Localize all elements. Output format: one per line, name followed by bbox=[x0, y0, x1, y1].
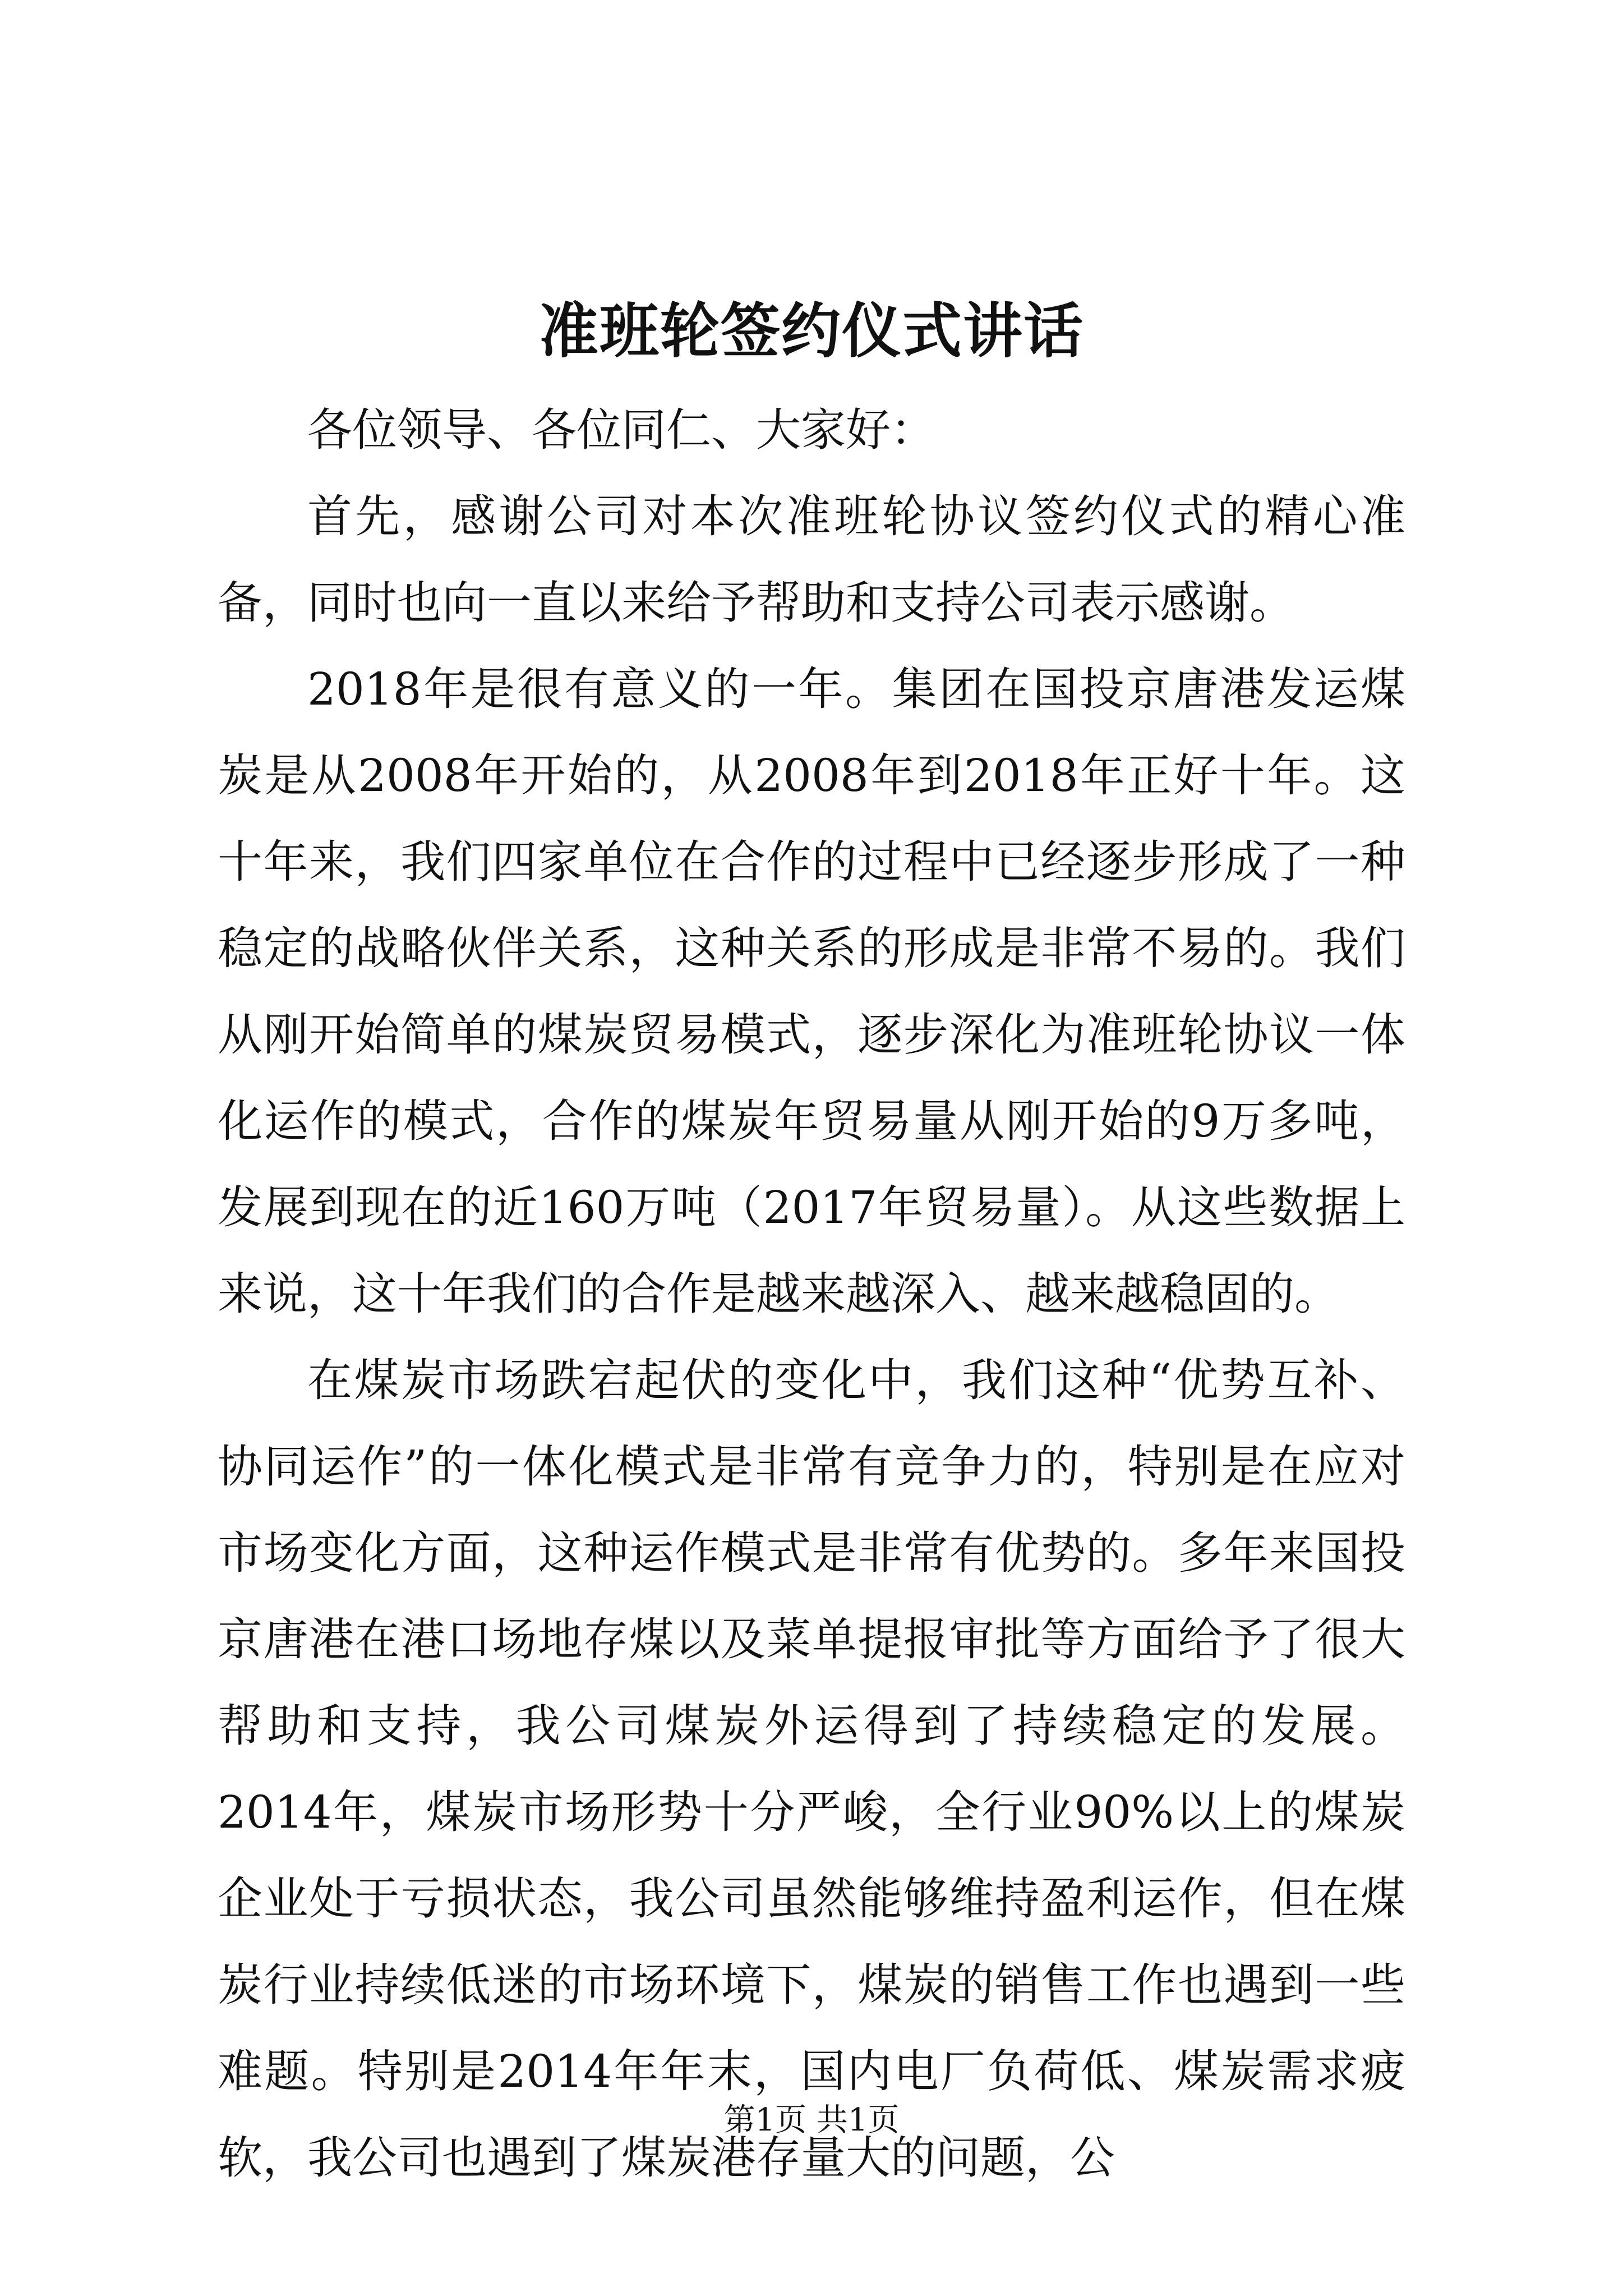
paragraph: 在煤炭市场跌宕起伏的变化中，我们这种“优势互补、协同运作”的一体化模式是非常有竞争力的，特别是在应对市场变化方面，这种运作模式是非常有优势的。多年来国投京唐港在港口场地存煤以及菜单提报审批等方面给予了很大帮助和支持，我公司煤炭外运得到了持续稳定的发展。2014年，煤炭市场形势十分严峻，全行业90%以上的煤炭企业处于亏损状态，我公司虽然能够维持盈利运作，但在煤炭行业持续低迷的市场环境下，煤炭的销售工作也遇到一些难题。特别是2014年年末，国内电厂负荷低、煤炭需求疲软，我公司也遇到了煤炭港存量大的问题，公 bbox=[218, 1354, 1405, 2184]
document-title: 准班轮签约仪式讲话 bbox=[539, 296, 1084, 366]
greeting-paragraph: 各位领导、各位同仁、大家好： bbox=[307, 404, 935, 456]
page-footer bbox=[0, 2098, 1623, 2143]
paragraph: 首先，感谢公司对本次准班轮协议签约仪式的精心准备，同时也向一直以来给予帮助和支持公司表示感谢。 bbox=[218, 490, 1405, 629]
page-indicator: 第1页 共1页 bbox=[723, 2102, 900, 2138]
document-body bbox=[218, 387, 1405, 2201]
paragraph: 2018年是很有意义的一年。集团在国投京唐港发运煤炭是从2008年开始的，从2008年到2018年正好十年。这十年来，我们四家单位在合作的过程中已经逐步形成了一种稳定的战略伙伴关系，这种关系的形成是非常不易的。我们从刚开始简单的煤炭贸易模式，逐步深化为准班轮协议一体化运作的模式，合作的煤炭年贸易量从刚开始的9万多吨，发展到现在的近160万吨（2017年贸易量）。从这些数据上来说，这十年我们的合作是越来越深入、越来越稳固的。 bbox=[218, 663, 1405, 1320]
